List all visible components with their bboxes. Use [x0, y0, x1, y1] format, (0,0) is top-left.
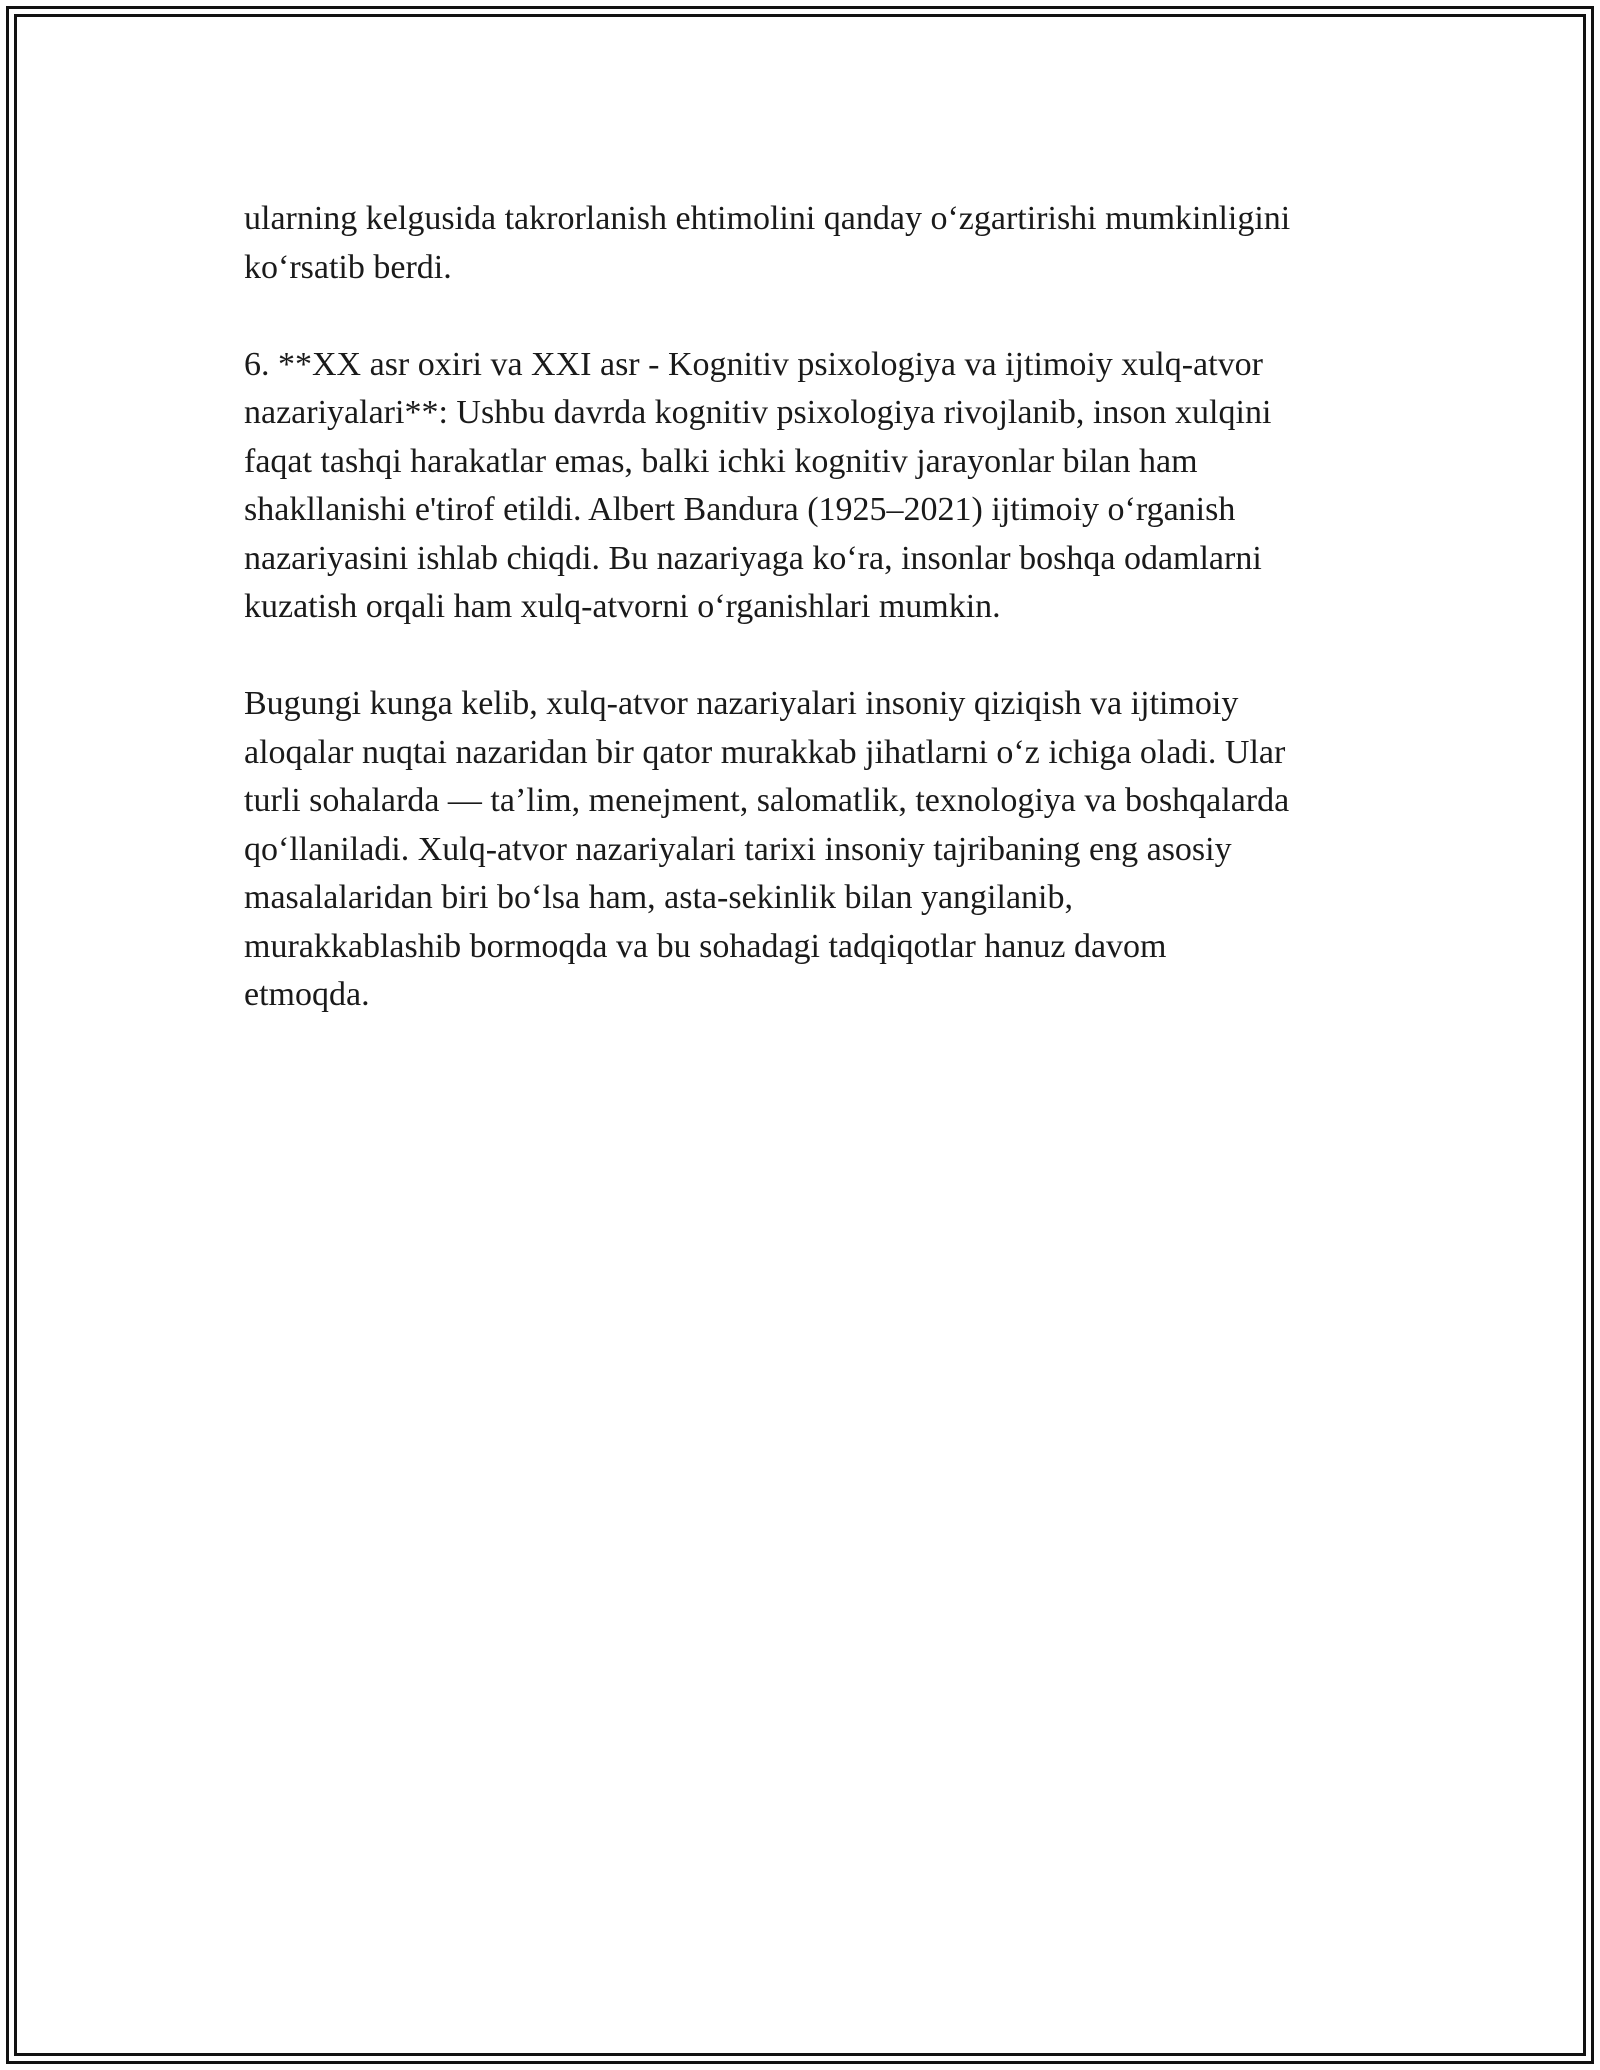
- page-frame: [6, 6, 1594, 2064]
- paragraph-item-6: 6. **XX asr oxiri va XXI asr - Kognitiv psixologiya va ijtimoiy xulq-atvor nazariyalari**: Ushbu davrda kognitiv psixologiya rivojlanib, inson xulqini faqat tashqi harakatlar emas, balki ichki kognitiv jarayonlar bilan ham shakllanishi e'tirof etildi. Albert Bandura (1925–2021) ijtimoiy o‘rganish nazariyasini ishlab chiqdi. Bu nazariyaga ko‘ra, insonlar boshqa odamlarni kuzatish orqali ham xulq-atvorni o‘rganishlari mumkin.: [244, 345, 1272, 625]
- page-content: [244, 195, 1384, 1068]
- paragraph-continuation: ularning kelgusida takrorlanish ehtimolini qanday o‘zgartirishi mumkinligini ko‘rsatib berdi.: [244, 200, 1291, 286]
- paragraph-conclusion: Bugungi kunga kelib, xulq-atvor nazariyalari insoniy qiziqish va ijtimoiy aloqalar nuqtai nazaridan bir qator murakkab jihatlarni o‘z ichiga oladi. Ular turli sohalarda — ta’lim, menejment, salomatlik, texnologiya va boshqalarda qo‘llaniladi. Xulq-atvor nazariyalari tarixi insoniy tajribaning eng asosiy masalalaridan biri bo‘lsa ham, asta-sekinlik bilan yangilanib, murakkablashib bormoqda va bu sohadagi tadqiqotlar hanuz davom etmoqda.: [244, 685, 1290, 1013]
